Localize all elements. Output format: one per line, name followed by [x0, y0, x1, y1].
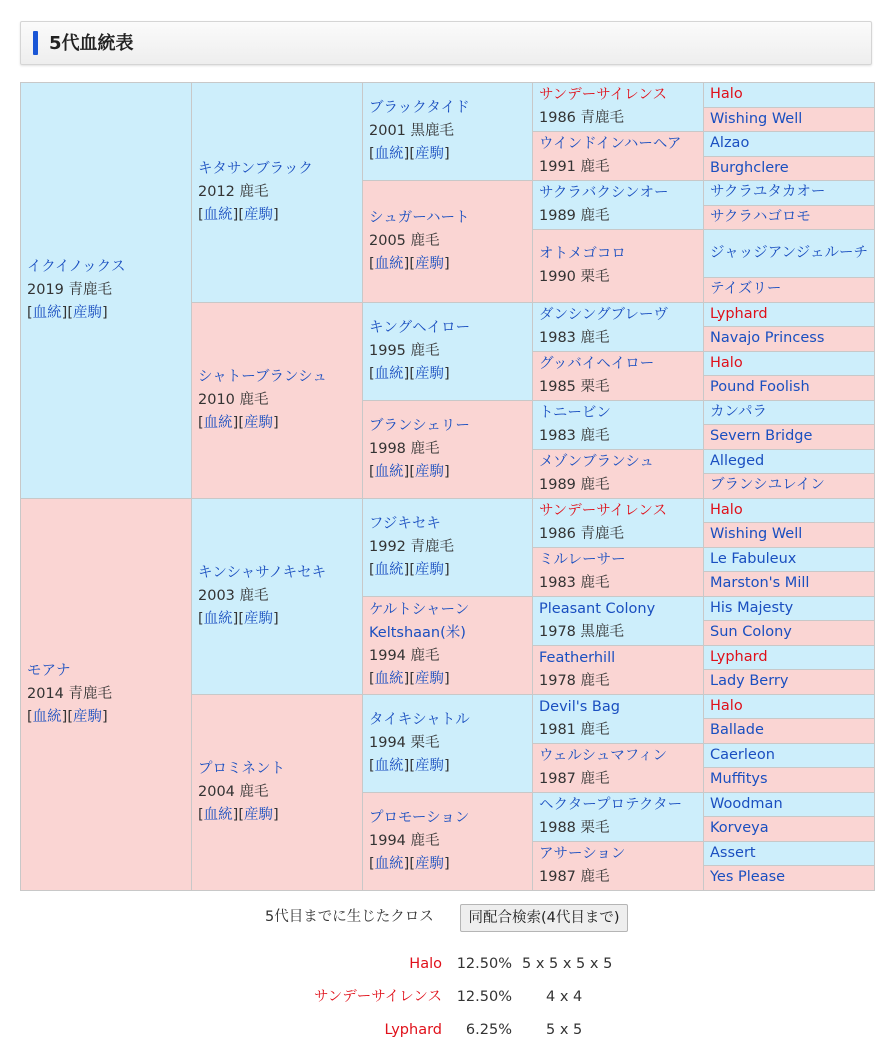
pedigree-cell-g3: [363, 694, 533, 792]
pedigree-cell-g5: [704, 400, 875, 425]
pedigree-cell-g5: [704, 596, 875, 621]
horse-name-link[interactable]: シャトーブランシュ: [198, 368, 327, 385]
pedigree-cell-g4: [533, 230, 704, 303]
horse-name-link[interactable]: Featherhill: [539, 649, 616, 666]
bloodline-link[interactable]: 血統: [374, 757, 404, 774]
horse-links: [血統][産駒]: [198, 206, 279, 223]
horse-name-link[interactable]: His Majesty: [710, 599, 794, 616]
pedigree-cell-g4: [533, 132, 704, 181]
pedigree-cell-g5: [704, 376, 875, 401]
pedigree-cell-g5: [704, 83, 875, 108]
horse-info: 1998 鹿毛: [369, 440, 440, 457]
horse-name-link[interactable]: Halo: [710, 354, 743, 371]
pedigree-cell-g5: [704, 768, 875, 793]
horse-name-link[interactable]: Halo: [710, 501, 743, 518]
horse-name-link[interactable]: ケルトシャーン: [369, 602, 470, 618]
bloodline-link[interactable]: 血統: [374, 146, 404, 162]
horse-info: 1987 鹿毛: [539, 868, 610, 885]
horse-name-link[interactable]: Assert: [710, 844, 756, 861]
bloodline-link[interactable]: 血統: [374, 255, 404, 272]
horse-links: [血統][産駒]: [198, 610, 279, 627]
pedigree-cell-g2: [192, 302, 363, 498]
horse-links: [血統][産駒]: [369, 671, 450, 687]
horse-name-link[interactable]: キングヘイロー: [369, 319, 471, 336]
horse-name-link[interactable]: Sun Colony: [710, 624, 792, 641]
horse-info: 1990 栗毛: [539, 268, 610, 285]
cross-pattern: 4 x 4: [546, 989, 583, 1006]
horse-links: [血統][産駒]: [369, 561, 450, 578]
horse-info: 1983 鹿毛: [539, 427, 610, 444]
horse-name-link[interactable]: Alleged: [710, 452, 765, 469]
horse-info: 1991 鹿毛: [539, 159, 610, 175]
horse-name-link[interactable]: Lady Berry: [710, 673, 789, 690]
horse-name-link[interactable]: テイズリー: [710, 281, 782, 298]
cross-row: [290, 981, 612, 1014]
horse-links: [血統][産駒]: [27, 304, 108, 321]
horse-info: 1992 青鹿毛: [369, 538, 455, 555]
pedigree-cell-g5: [704, 743, 875, 768]
horse-name-link[interactable]: シュガーハート: [369, 209, 470, 226]
horse-info: 1978 黒鹿毛: [539, 623, 625, 640]
horse-name-link[interactable]: サクラハゴロモ: [710, 208, 811, 225]
pedigree-cell-g2: [192, 498, 363, 694]
horse-info: 2005 鹿毛: [369, 232, 440, 249]
horse-name-link[interactable]: Navajo Princess: [710, 330, 825, 347]
horse-name-link[interactable]: ブラックタイド: [369, 100, 470, 116]
pedigree-cell-g2: [192, 694, 363, 890]
production-link[interactable]: 産駒: [415, 855, 444, 872]
horse-name-link[interactable]: Wishing Well: [710, 526, 803, 543]
horse-links: [血統][産駒]: [369, 255, 450, 272]
horse-name-link[interactable]: イクイノックス: [27, 258, 126, 275]
horse-links: [血統][産駒]: [369, 463, 450, 480]
horse-info: 2004 鹿毛: [198, 783, 269, 800]
production-link[interactable]: 産駒: [73, 304, 102, 321]
cross-label: 5代目までに生じたクロス: [265, 909, 434, 925]
pedigree-cell-g3: [363, 83, 533, 181]
pedigree-cell-g5: [704, 621, 875, 646]
pedigree-cell-g5: [704, 547, 875, 572]
pedigree-cell-g4: [533, 181, 704, 230]
bloodline-link[interactable]: 血統: [203, 806, 233, 823]
bloodline-link[interactable]: 血統: [203, 414, 233, 431]
horse-links: [血統][産駒]: [369, 757, 450, 774]
horse-name-link[interactable]: Wishing Well: [710, 110, 803, 127]
pedigree-cell-g4: [533, 694, 704, 743]
horse-info: 1985 栗毛: [539, 378, 610, 395]
horse-name-link[interactable]: サンデーサイレンス: [539, 502, 667, 519]
pedigree-cell-g5: [704, 719, 875, 744]
production-link[interactable]: 産駒: [415, 255, 444, 272]
bloodline-link[interactable]: 血統: [32, 708, 62, 725]
horse-name-link[interactable]: ブランシェリー: [369, 417, 470, 434]
horse-name-link[interactable]: Korveya: [710, 820, 769, 837]
bloodline-link[interactable]: 血統: [374, 855, 404, 872]
pedigree-cell-g5: [704, 181, 875, 206]
horse-name-link[interactable]: ウェルシュマフィン: [539, 747, 668, 764]
horse-links: [血統][産駒]: [369, 855, 450, 872]
horse-name-link[interactable]: Yes Please: [710, 869, 786, 886]
section-header: [20, 21, 872, 65]
horse-links: [血統][産駒]: [27, 708, 108, 725]
horse-name-link[interactable]: ウインドインハーヘア: [539, 136, 682, 152]
horse-info: 1989 鹿毛: [539, 208, 610, 224]
horse-name-link[interactable]: ミルレーサー: [539, 551, 626, 568]
pedigree-cell-g4: [533, 792, 704, 841]
pedigree-cell-g5: [704, 156, 875, 181]
pedigree-cell-g5: [704, 792, 875, 817]
horse-name-link[interactable]: オトメゴコロ: [539, 245, 626, 262]
horse-name-link[interactable]: サンデーサイレンス: [539, 87, 667, 103]
pedigree-cell-g5: [704, 817, 875, 842]
pedigree-cell-g3: [363, 596, 533, 694]
horse-info: 1983 鹿毛: [539, 574, 610, 591]
pedigree-cell-g3: [363, 302, 533, 400]
page-title: 5代血統表: [49, 33, 134, 54]
pedigree-row: [21, 83, 875, 108]
horse-name-link[interactable]: Halo: [710, 86, 743, 103]
horse-name-link[interactable]: タイキシャトル: [369, 711, 470, 728]
horse-info: 1994 鹿毛: [369, 832, 440, 849]
horse-info: 2019 青鹿毛: [27, 281, 113, 298]
bloodline-link[interactable]: 血統: [374, 671, 404, 687]
horse-name-link[interactable]: Caerleon: [710, 746, 775, 763]
horse-info: 2001 黒鹿毛: [369, 123, 455, 139]
horse-info: 1989 鹿毛: [539, 476, 610, 493]
pedigree-cell-g5: [704, 523, 875, 548]
pedigree-cell-g4: [533, 498, 704, 547]
same-mating-search-button[interactable]: 同配合検索(4代目まで): [460, 904, 628, 932]
horse-name-link[interactable]: ヘクタープロテクター: [539, 796, 683, 813]
pedigree-cell-g5: [704, 107, 875, 132]
production-link[interactable]: 産駒: [415, 757, 444, 774]
pedigree-cell-g5: [704, 327, 875, 352]
pedigree-cell-g5: [704, 572, 875, 597]
pedigree-cell-g5: [704, 351, 875, 376]
pedigree-cell-g4: [533, 841, 704, 890]
pedigree-cell-g1: [21, 498, 192, 890]
cross-table: [290, 948, 612, 1046]
production-link[interactable]: 産駒: [415, 146, 444, 162]
production-link[interactable]: 産駒: [415, 365, 444, 382]
production-link[interactable]: 産駒: [244, 806, 273, 823]
horse-name-link[interactable]: ダンシングブレーヴ: [539, 306, 669, 323]
horse-links: [血統][産駒]: [198, 414, 279, 431]
pedigree-table: [20, 82, 875, 891]
pedigree-cell-g5: [704, 425, 875, 450]
pedigree-cell-g5: [704, 449, 875, 474]
cross-percentage: 12.50%: [456, 956, 512, 973]
horse-name-link[interactable]: Pound Foolish: [710, 379, 810, 396]
pedigree-cell-g4: [533, 83, 704, 132]
pedigree-cell-g5: [704, 278, 875, 303]
pedigree-cell-g4: [533, 743, 704, 792]
production-link[interactable]: 産駒: [415, 463, 444, 480]
horse-name-link[interactable]: ジャッジアンジェルーチ: [710, 245, 868, 261]
pedigree-cell-g4: [533, 645, 704, 694]
pedigree-cell-g5: [704, 205, 875, 230]
horse-name-link[interactable]: Severn Bridge: [710, 428, 813, 445]
horse-name-link[interactable]: Ballade: [710, 722, 764, 739]
horse-name-link[interactable]: サクラバクシンオー: [539, 185, 669, 201]
bloodline-link[interactable]: 血統: [32, 304, 62, 321]
horse-name-link[interactable]: Burghclere: [710, 159, 789, 176]
horse-info: 2010 鹿毛: [198, 391, 269, 408]
pedigree-cell-g4: [533, 449, 704, 498]
horse-info: 1995 鹿毛: [369, 342, 440, 359]
horse-name-link[interactable]: メゾンブランシュ: [539, 453, 654, 470]
cross-pattern: 5 x 5 x 5 x 5: [522, 956, 613, 973]
bloodline-link[interactable]: 血統: [374, 561, 404, 578]
production-link[interactable]: 産駒: [415, 561, 444, 578]
pedigree-cell-g5: [704, 302, 875, 327]
horse-name-link[interactable]: プロモーション: [369, 809, 470, 826]
horse-name-link[interactable]: サクラユタカオー: [710, 184, 826, 201]
horse-links: [血統][産駒]: [369, 146, 450, 162]
cross-row: [290, 1013, 612, 1046]
bloodline-link[interactable]: 血統: [203, 206, 233, 223]
header-accent-bar: [33, 31, 38, 55]
pedigree-cell-g4: [533, 351, 704, 400]
horse-links: [血統][産駒]: [369, 365, 450, 382]
pedigree-cell-g1: [21, 83, 192, 499]
pedigree-cell-g5: [704, 694, 875, 719]
production-link[interactable]: 産駒: [415, 671, 444, 687]
horse-info: 1981 鹿毛: [539, 721, 610, 738]
horse-info: 1986 青鹿毛: [539, 110, 625, 126]
horse-info: 1986 青鹿毛: [539, 525, 625, 542]
cross-horse-name[interactable]: Lyphard: [384, 1021, 442, 1038]
pedigree-cell-g5: [704, 645, 875, 670]
pedigree-cell-g4: [533, 302, 704, 351]
horse-name-link[interactable]: プロミネント: [198, 760, 285, 777]
horse-info: 2014 青鹿毛: [27, 685, 113, 702]
horse-name-link[interactable]: ブランシユレイン: [710, 477, 825, 494]
pedigree-cell-g3: [363, 400, 533, 498]
horse-name-link[interactable]: アサーション: [539, 845, 626, 862]
horse-foreign-name-link[interactable]: Keltshaan(米): [369, 625, 466, 641]
bloodline-link[interactable]: 血統: [374, 463, 404, 480]
cross-horse-name[interactable]: Halo: [409, 956, 442, 973]
pedigree-cell-g5: [704, 498, 875, 523]
cross-percentage: 12.50%: [456, 989, 512, 1006]
cross-row: [290, 948, 612, 981]
horse-name-link[interactable]: キンシャサノキセキ: [198, 564, 327, 581]
horse-name-link[interactable]: Devil's Bag: [539, 698, 620, 715]
pedigree-cell-g5: [704, 841, 875, 866]
pedigree-cell-g4: [533, 596, 704, 645]
horse-info: 1987 鹿毛: [539, 770, 610, 787]
horse-name-link[interactable]: Alzao: [710, 135, 750, 152]
horse-name-link[interactable]: トニービン: [539, 404, 611, 421]
production-link[interactable]: 産駒: [73, 708, 102, 725]
cross-horse-name[interactable]: サンデーサイレンス: [314, 989, 442, 1006]
pedigree-cell-g5: [704, 670, 875, 695]
horse-name-link[interactable]: モアナ: [27, 662, 71, 679]
pedigree-cell-g5: [704, 474, 875, 499]
cross-pattern: 5 x 5: [546, 1021, 583, 1038]
production-link[interactable]: 産駒: [244, 414, 273, 431]
pedigree-cell-g4: [533, 400, 704, 449]
horse-info: 1983 鹿毛: [539, 329, 610, 346]
horse-name-link[interactable]: カンパラ: [710, 403, 767, 420]
production-link[interactable]: 産駒: [244, 610, 273, 627]
horse-info: 1988 栗毛: [539, 819, 610, 836]
pedigree-cell-g2: [192, 83, 363, 303]
horse-name-link[interactable]: Halo: [710, 697, 743, 714]
bloodline-link[interactable]: 血統: [203, 610, 233, 627]
pedigree-cell-g4: [533, 547, 704, 596]
pedigree-cell-g5: [704, 230, 875, 278]
horse-name-link[interactable]: Lyphard: [710, 305, 768, 322]
pedigree-cell-g5: [704, 866, 875, 891]
horse-name-link[interactable]: グッバイヘイロー: [539, 355, 655, 372]
pedigree-cell-g3: [363, 181, 533, 303]
horse-info: 2012 鹿毛: [198, 183, 269, 200]
pedigree-row: [21, 498, 875, 523]
horse-name-link[interactable]: Marston's Mill: [710, 575, 810, 592]
horse-info: 1994 鹿毛: [369, 648, 440, 664]
horse-name-link[interactable]: キタサンブラック: [198, 160, 313, 177]
horse-info: 1994 栗毛: [369, 734, 440, 751]
horse-name-link[interactable]: Woodman: [710, 795, 783, 812]
horse-name-link[interactable]: Le Fabuleux: [710, 550, 797, 567]
horse-name-link[interactable]: フジキセキ: [369, 515, 441, 532]
horse-name-link[interactable]: Lyphard: [710, 648, 768, 665]
horse-name-link[interactable]: Pleasant Colony: [539, 600, 656, 617]
production-link[interactable]: 産駒: [244, 206, 273, 223]
cross-percentage: 6.25%: [465, 1021, 512, 1038]
horse-name-link[interactable]: Muffitys: [710, 771, 768, 788]
pedigree-cell-g5: [704, 132, 875, 157]
pedigree-cell-g3: [363, 792, 533, 890]
bloodline-link[interactable]: 血統: [374, 365, 404, 382]
horse-info: 1978 鹿毛: [539, 672, 610, 689]
horse-info: 2003 鹿毛: [198, 587, 269, 604]
horse-links: [血統][産駒]: [198, 806, 279, 823]
pedigree-cell-g3: [363, 498, 533, 596]
